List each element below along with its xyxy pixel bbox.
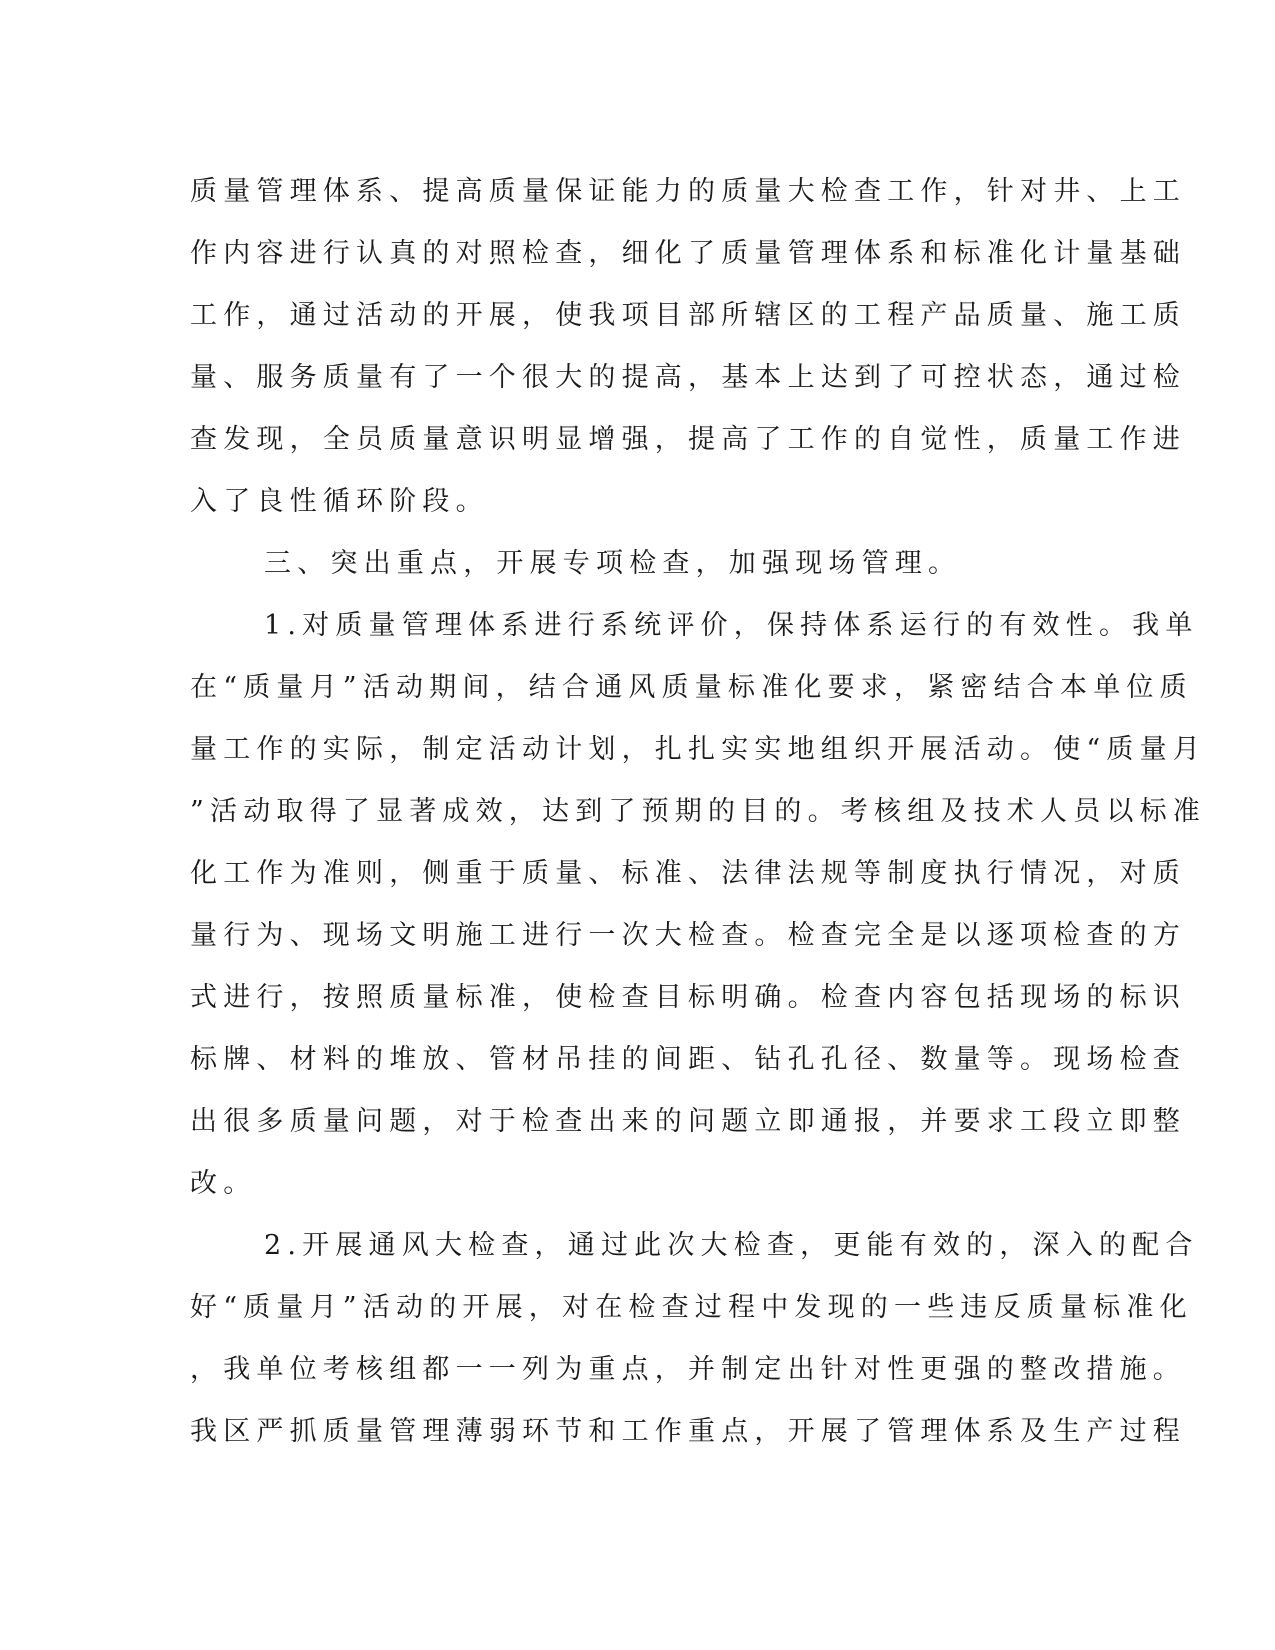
text-line: 标牌、材料的堆放、管材吊挂的间距、钻孔孔径、数量等。现场检查 bbox=[190, 1044, 1186, 1075]
text-line: 入了良性循环阶段。 bbox=[190, 486, 489, 517]
text-line: 质量管理体系、提高质量保证能力的质量大检查工作，针对井、上工 bbox=[190, 176, 1186, 207]
text-line: 在“质量月”活动期间，结合通风质量标准化要求，紧密结合本单位质 bbox=[190, 672, 1193, 703]
text-line: 工作，通过活动的开展，使我项目部所辖区的工程产品质量、施工质 bbox=[190, 300, 1186, 331]
text-line: 量行为、现场文明施工进行一次大检查。检查完全是以逐项检查的方 bbox=[190, 920, 1186, 951]
text-line: 查发现，全员质量意识明显增强，提高了工作的自觉性，质量工作进 bbox=[190, 424, 1186, 455]
text-line: 我区严抓质量管理薄弱环节和工作重点，开展了管理体系及生产过程 bbox=[190, 1416, 1186, 1447]
section-heading: 三、突出重点，开展专项检查，加强现场管理。 bbox=[264, 548, 962, 579]
text-line: 化工作为准则，侧重于质量、标准、法律法规等制度执行情况，对质 bbox=[190, 858, 1186, 889]
text-line: 量工作的实际，制定活动计划，扎扎实实地组织开展活动。使“质量月 bbox=[190, 734, 1207, 765]
text-line: ”活动取得了显著成效，达到了预期的目的。考核组及技术人员以标准 bbox=[190, 796, 1207, 827]
text-line: 量、服务质量有了一个很大的提高，基本上达到了可控状态，通过检 bbox=[190, 362, 1186, 393]
document-body bbox=[190, 161, 1207, 1463]
text-line: 好“质量月”活动的开展，对在检查过程中发现的一些违反质量标准化 bbox=[190, 1292, 1193, 1323]
text-line: 1.对质量管理体系进行系统评价，保持体系运行的有效性。我单 bbox=[264, 610, 1199, 641]
text-line: 改。 bbox=[190, 1168, 257, 1199]
text-line: 2.开展通风大检查，通过此次大检查，更能有效的，深入的配合 bbox=[264, 1230, 1199, 1261]
text-line: 作内容进行认真的对照检查，细化了质量管理体系和标准化计量基础 bbox=[190, 238, 1186, 269]
text-line: ，我单位考核组都一一列为重点，并制定出针对性更强的整改措施。 bbox=[190, 1354, 1186, 1385]
text-line: 出很多质量问题，对于检查出来的问题立即通报，并要求工段立即整 bbox=[190, 1106, 1186, 1137]
text-line: 式进行，按照质量标准，使检查目标明确。检查内容包括现场的标识 bbox=[190, 982, 1186, 1013]
